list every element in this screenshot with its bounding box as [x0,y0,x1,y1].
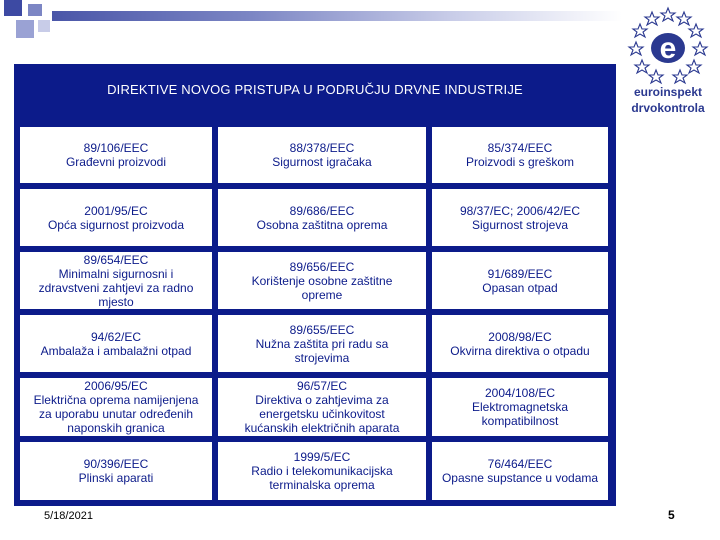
directive-code: 94/62/EC [90,329,142,344]
directive-cell [218,442,426,500]
directive-description: naponskih granica [67,421,165,435]
directive-cell [218,189,426,246]
directive-description: Ambalaža i ambalažni otpad [40,343,192,358]
directive-description: Sigurnost strojeva [471,217,569,232]
directive-description: Radio i telekomunikacijska [251,464,393,478]
directive-description: Proizvodi s greškom [465,155,575,169]
directive-description: Direktiva o zahtjevima za [255,393,389,407]
directive-description: Opća sigurnost proizvoda [47,217,185,232]
directive-code: 96/57/EC [296,379,348,393]
page-number: 5 [668,508,675,522]
directive-cell [20,127,212,183]
directive-code: 91/689/EEC [487,266,553,281]
directive-code: 85/374/EEC [487,141,553,155]
directive-description: Opasne supstance u vodama [441,471,599,485]
decorative-squares [0,0,70,50]
directives-table [14,64,616,506]
directive-code: 1999/5/EC [293,450,351,464]
directive-cell [218,378,426,436]
slide-title: DIREKTIVE NOVOG PRISTUPA U PODRUČJU DRVNE INDUSTRIJE [107,82,523,97]
directive-description: Građevni proizvodi [65,155,167,169]
directive-code: 2006/95/EC [84,379,148,393]
directive-cell [432,442,608,500]
directive-code: 98/37/EC; 2006/42/EC [459,203,581,218]
logo-letter: e [659,32,677,65]
header-gradient-bar [52,11,622,21]
directive-cell [218,127,426,183]
directive-cell [20,315,212,372]
directive-description: Okvirna direktiva o otpadu [450,343,590,358]
directive-description: zdravstveni zahtjevi za radno [38,280,194,295]
directive-cell [432,189,608,246]
star-ring-logo-icon [622,6,714,86]
directive-description: opreme [301,287,343,302]
directive-description: Električna oprema namijenjena [33,393,199,407]
directive-code: 88/378/EEC [289,141,355,155]
directive-cell [432,127,608,183]
directive-description: strojevima [294,350,350,365]
directive-code: 89/655/EEC [289,322,355,337]
directive-cell [432,252,608,309]
directive-code: 89/106/EEC [83,141,149,155]
directive-cell [432,315,608,372]
directive-description: terminalska oprema [269,478,375,492]
directive-cell [20,378,212,436]
directive-code: 2001/95/EC [84,203,148,218]
directive-description: Osobna zaštitna oprema [256,217,388,232]
directive-cell [432,378,608,436]
directive-code: 89/686/EEC [289,203,355,218]
directive-code: 2004/108/EC [484,386,556,400]
euroinspekt-logo [622,6,714,124]
directive-description: mjesto [98,294,134,309]
directive-cell [20,442,212,500]
directive-description: kućanskih električnih aparata [244,421,400,435]
directive-code: 2008/98/EC [488,329,552,344]
directive-description: kompatibilnost [481,414,559,428]
directive-description: za uporabu unutar određenih [38,407,194,421]
directive-description: Sigurnost igračaka [272,155,372,169]
directive-cell [218,252,426,309]
directive-description: energetsku učinkovitost [259,407,385,421]
directive-description: Korištenje osobne zaštitne [251,273,393,288]
directive-code: 89/654/EEC [83,252,149,267]
directive-cell [20,252,212,309]
directive-description: Opasan otpad [482,280,558,295]
directive-code: 89/656/EEC [289,259,355,274]
directive-description: Minimalni sigurnosni i [58,266,174,281]
directive-description: Plinski aparati [78,471,154,485]
directive-cell [20,189,212,246]
logo-text-line2: drvokontrola [631,101,705,115]
directive-description: Elektromagnetska [471,400,569,414]
directive-cell [218,315,426,372]
slide-date: 5/18/2021 [44,510,93,522]
directive-code: 76/464/EEC [487,457,553,471]
directive-code: 90/396/EEC [83,457,149,471]
logo-text-line1: euroinspekt [633,85,702,99]
directive-description: Nužna zaštita pri radu sa [255,336,389,351]
